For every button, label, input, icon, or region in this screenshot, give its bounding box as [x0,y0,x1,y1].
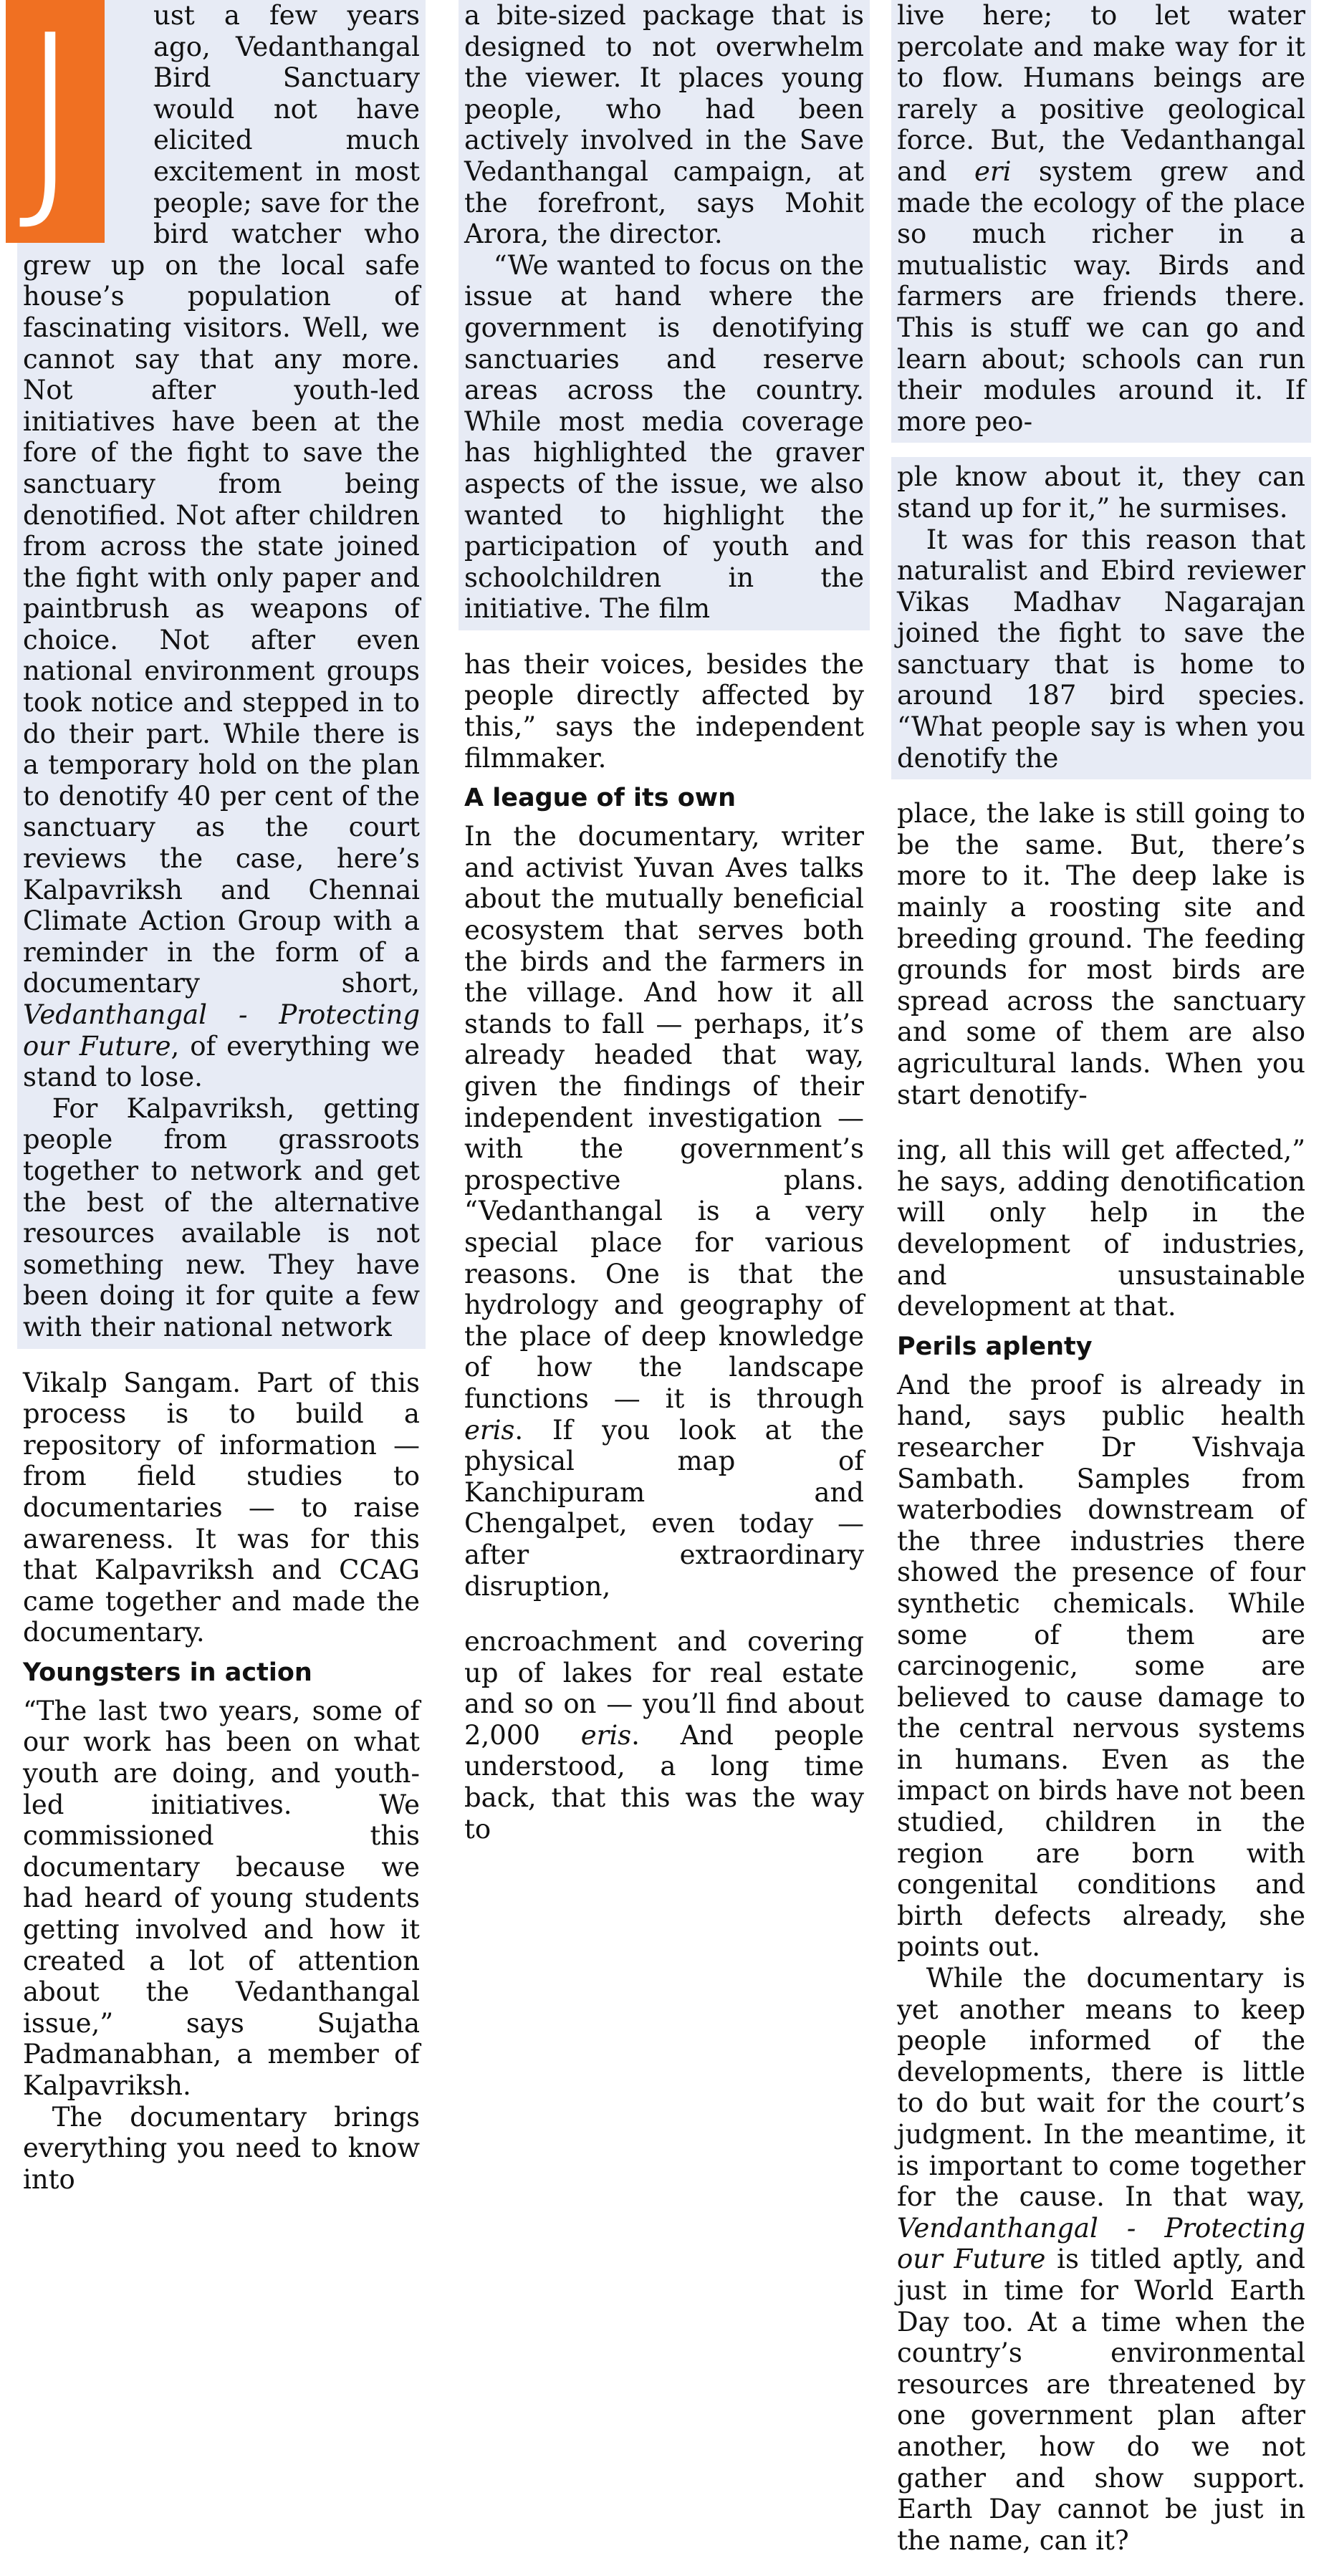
subheading: A league of its own [464,784,737,813]
paragraph: a bite-sized package that is designed to not overwhelm the viewer. It places young people, who had been actively involved in the Save Vedanthangal campaign, at the forefront, says Mohit Arora, the director. [464,0,864,250]
paragraph: Vikalp Sangam. Part of this process is to build a repository of information — from field studies to documentaries — to raise awareness. It was for this that Kalpavriksh and CCAG came together and made the documentary. [23,1367,420,1648]
text-block [891,457,1311,779]
text-block [459,0,870,630]
subheading: Youngsters in action [23,1658,312,1687]
text-block [891,1130,1311,2562]
paragraph: ple know about it, they can stand up for it,” he surmises. [897,461,1305,524]
paragraph: “We wanted to focus on the issue at hand where the government is denotifying sanctuaries and reserve areas across the country. While most media coverage has highlighted the graver aspects of the issue, we also wanted to highlight the participation of youth and schoolchildren in the initiative. The film [464,249,864,625]
paragraph: For Kalpavriksh, getting people from grassroots together to network and get the best of the alternative resources available is not something new. They have been doing it for quite a few with their national network [23,1092,420,1342]
paragraph: has their voices, besides the people directly affected by this,” says the independent filmmaker. [464,648,864,774]
paragraph: It was for this reason that naturalist and Ebird reviewer Vikas Madhav Nagarajan joined the fight to save the sanctuary that is home to around 187 bird species. “What people say is when you denotify the [897,524,1305,774]
paragraph: While the documentary is yet another means to keep people informed of the developments, there is little to do but wait for the court’s judgment. In the meantime, it is important to come together for the cause. In that way, Vendanthangal - Protecting our Future is titled aptly, and just in time for World Earth Day too. At a time when the country’s environmental resources are threatened by one government plan after another, how do we not gather and show support. Earth Day cannot be just in the name, can it? [897,1963,1305,2556]
paragraph: ing, all this will get affected,” he says, adding denotification will only help in the development of industries, and unsustainable development at that. [897,1135,1305,1322]
article-column-1 [17,0,426,2215]
text-block [17,1363,426,2201]
paragraph: ust a few years ago, Vedanthangal Bird Sanctuary would not have elicited much excitement in most people; save for the bird watcher who grew up on the local safe house’s population of fascinating visitors. Well, we cannot say that any more. Not after youth-led initiatives have been at the fore of the fight to save the sanctuary from being denotified. Not after children from across the state joined the fight with only paper and paintbrush as weapons of choice. Not after even national environment groups took notice and stepped in to do their part. While there is a temporary hold on the plan to denotify 40 per cent of the sanctuary as the court reviews the case, here’s Kalpavriksh and Chennai Climate Action Group with a reminder in the form of a documentary short, Vedanthangal - Protecting our Future, of everything we stand to lose. [23,0,420,1093]
drop-cap [6,0,136,243]
film-title: Vendanthangal - Protecting our Future [897,2212,1305,2275]
paragraph: encroachment and covering up of lakes for real estate and so on — you’ll find about 2,000 eris. And people understood, a long time back, that this was the way to [464,1626,865,1845]
paragraph: live here; to let water percolate and make way for it to flow. Humans beings are rarely a positive geological force. But, the Vedanthangal and eri system grew and made the ecology of the place so much richer in a mutualistic way. Birds and farmers are friends there. This is stuff we can go and learn about; schools can run their modules around it. If more peo- [897,0,1305,437]
film-title: Vedanthangal - Protecting our Future [23,999,420,1062]
subheading: Perils aplenty [897,1332,1093,1361]
text-block [17,0,426,1349]
paragraph: “The last two years, some of our work has been on what youth are doing, and youth-led initiatives. We commissioned this documentary because we had heard of young students getting involved and how it created a lot of attention about the Vedanthangal issue,” says Sujatha Padmanabhan, a member of Kalpavriksh. [23,1695,420,2101]
article-column-3 [891,0,1311,2576]
text-block [459,645,870,1607]
paragraph: In the documentary, writer and activist Yuvan Aves talks about the mutually beneficial ecosystem that serves both the birds and the farmers in the village. And how it all stands to fall — perhaps, it’s already headed that way, given the findings of their independent investigation — with the government’s prospective plans. “Vedanthangal is a very special place for various reasons. One is that the hydrology and geography of the place of deep knowledge of how the landscape functions — it is through eris. If you look at the physical map of Kanchipuram and Chengalpet, even today — after extraordinary disruption, [464,821,864,1602]
drop-cap-letter: J [19,0,82,239]
text-block [891,794,1311,1116]
paragraph: And the proof is already in hand, says public health researcher Dr Vishvaja Sambath. Samples from waterbodies downstream of the three industries there showed the presence of four synthetic chemicals. While some of them are carcinogenic, some are believed to cause damage to the central nervous systems in humans. Even as the impact on birds have not been studied, children in the region are born with congenital conditions and birth defects already, she points out. [897,1369,1306,1963]
article-column-2 [459,0,870,1865]
paragraph: The documentary brings everything you need to know into [23,2101,420,2195]
paragraph: place, the lake is still going to be the same. But, there’s more to it. The deep lake is mainly a roosting site and breeding ground. The feeding grounds for most birds are spread across the sanctuary and some of them are also agricultural lands. When you start denotify- [897,798,1305,1110]
text-block [459,1622,870,1850]
text-block [891,0,1311,443]
